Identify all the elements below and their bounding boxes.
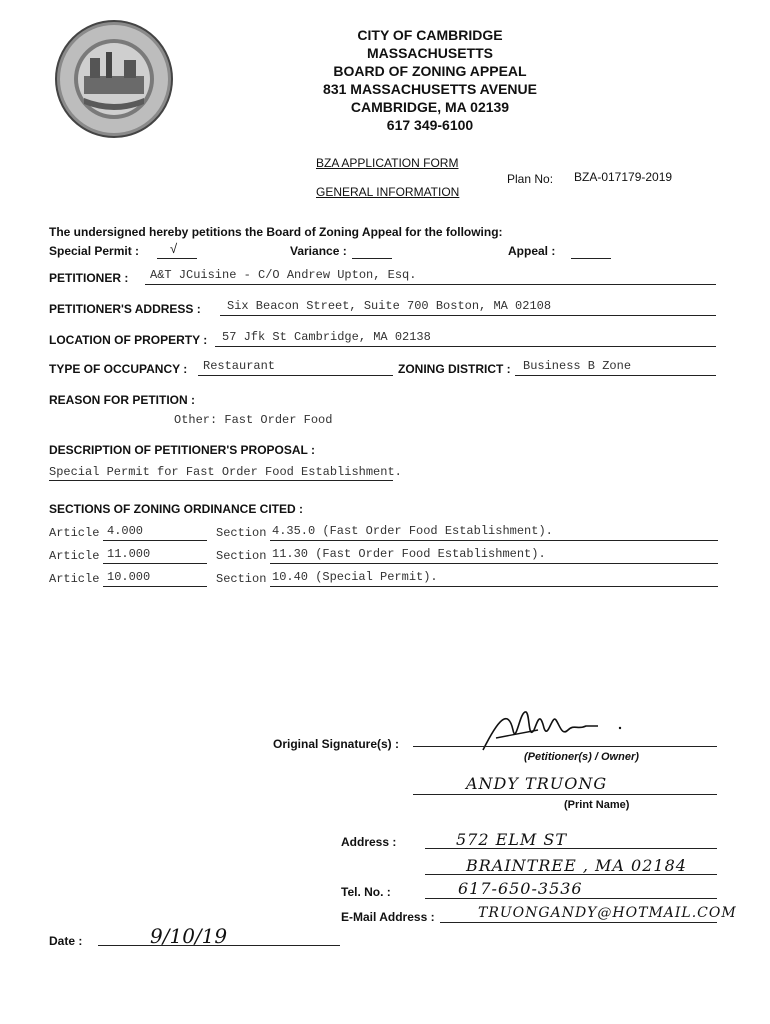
section-line: [270, 586, 718, 587]
location-value: 57 Jfk St Cambridge, MA 02138: [222, 330, 431, 344]
plan-number: BZA-017179-2019: [574, 170, 673, 184]
reason-value: Other: Fast Order Food: [174, 413, 333, 427]
city-seal-icon: [54, 18, 174, 140]
address-sig-line1: 572 ELM ST: [456, 830, 568, 849]
address-sig-label: Address :: [341, 835, 397, 849]
email-value: TRUONGANDY@HOTMAIL.COM: [478, 905, 737, 921]
form-subtitle: GENERAL INFORMATION: [316, 185, 460, 199]
petitioner-value: A&T JCuisine - C/O Andrew Upton, Esq.: [150, 268, 417, 282]
occupancy-label: TYPE OF OCCUPANCY :: [49, 362, 188, 376]
article-word: Article: [49, 549, 100, 563]
article-line: [103, 540, 207, 541]
address-sig-line2-rule: [425, 874, 717, 875]
section-line: [270, 563, 718, 564]
date-line: [98, 945, 340, 946]
district-line: [515, 375, 716, 376]
location-line: [215, 346, 716, 347]
variance-label: Variance :: [290, 244, 347, 258]
header-street: 831 MASSACHUSETTS AVENUE: [323, 81, 537, 97]
date-label: Date :: [49, 934, 83, 948]
plan-label: Plan No:: [507, 172, 554, 186]
occupancy-line: [198, 375, 393, 376]
tel-value: 617-650-3536: [458, 879, 583, 898]
date-value: 9/10/19: [150, 924, 228, 948]
petition-intro: The undersigned hereby petitions the Board of Zoning Appeal for the following:: [49, 225, 503, 239]
print-name-caption: (Print Name): [564, 799, 630, 811]
description-label: DESCRIPTION OF PETITIONER'S PROPOSAL :: [49, 443, 315, 457]
tel-line: [425, 898, 717, 899]
article-line: [103, 563, 207, 564]
address-label: PETITIONER'S ADDRESS :: [49, 302, 201, 316]
appeal-line: [571, 258, 611, 259]
article-value: 11.000: [107, 547, 151, 561]
address-value: Six Beacon Street, Suite 700 Boston, MA 02108: [227, 299, 552, 313]
section-word: Section: [216, 572, 267, 586]
tel-label: Tel. No. :: [341, 885, 391, 899]
special-permit-mark: √: [170, 241, 178, 256]
article-word: Article: [49, 526, 100, 540]
header-phone: 617 349-6100: [386, 117, 474, 133]
print-name-line: [413, 794, 717, 795]
reason-label: REASON FOR PETITION :: [49, 393, 196, 407]
address-sig-line1-rule: [425, 848, 717, 849]
description-value: Special Permit for Fast Order Food Establishment.: [49, 465, 402, 479]
header-board: BOARD OF ZONING APPEAL: [333, 63, 527, 79]
form-title: BZA APPLICATION FORM: [316, 156, 459, 170]
signature-caption: (Petitioner(s) / Owner): [524, 751, 639, 763]
signature-label: Original Signature(s) :: [273, 737, 400, 751]
article-word: Article: [49, 572, 100, 586]
district-value: Business B Zone: [523, 359, 632, 373]
sections-label: SECTIONS OF ZONING ORDINANCE CITED :: [49, 502, 304, 516]
article-line: [103, 586, 207, 587]
section-word: Section: [216, 549, 267, 563]
email-label: E-Mail Address :: [341, 910, 435, 924]
appeal-label: Appeal :: [508, 244, 556, 258]
article-value: 4.000: [107, 524, 144, 538]
special-permit-label: Special Permit :: [49, 244, 140, 258]
variance-line: [352, 258, 392, 259]
print-name-value: ANDY TRUONG: [466, 774, 608, 793]
city-seal: [54, 18, 174, 140]
article-value: 10.000: [107, 570, 151, 584]
section-line: [270, 540, 718, 541]
section-value: 4.35.0 (Fast Order Food Establishment).: [272, 524, 553, 538]
section-value: 10.40 (Special Permit).: [272, 570, 438, 584]
email-line: [440, 922, 717, 923]
section-value: 11.30 (Fast Order Food Establishment).: [272, 547, 546, 561]
signature-line: [413, 746, 717, 747]
header-city: CITY OF CAMBRIDGE: [357, 27, 503, 43]
header-citystatezip: CAMBRIDGE, MA 02139: [350, 99, 510, 115]
description-line: [49, 480, 393, 481]
petitioner-label: PETITIONER :: [49, 271, 129, 285]
header-state: MASSACHUSETTS: [366, 45, 493, 61]
location-label: LOCATION OF PROPERTY :: [49, 333, 208, 347]
special-permit-line: [157, 258, 197, 259]
district-label: ZONING DISTRICT :: [398, 362, 511, 376]
address-line: [220, 315, 716, 316]
petitioner-line: [145, 284, 716, 285]
section-word: Section: [216, 526, 267, 540]
address-sig-line2: BRAINTREE , MA 02184: [466, 856, 687, 875]
occupancy-value: Restaurant: [203, 359, 276, 373]
